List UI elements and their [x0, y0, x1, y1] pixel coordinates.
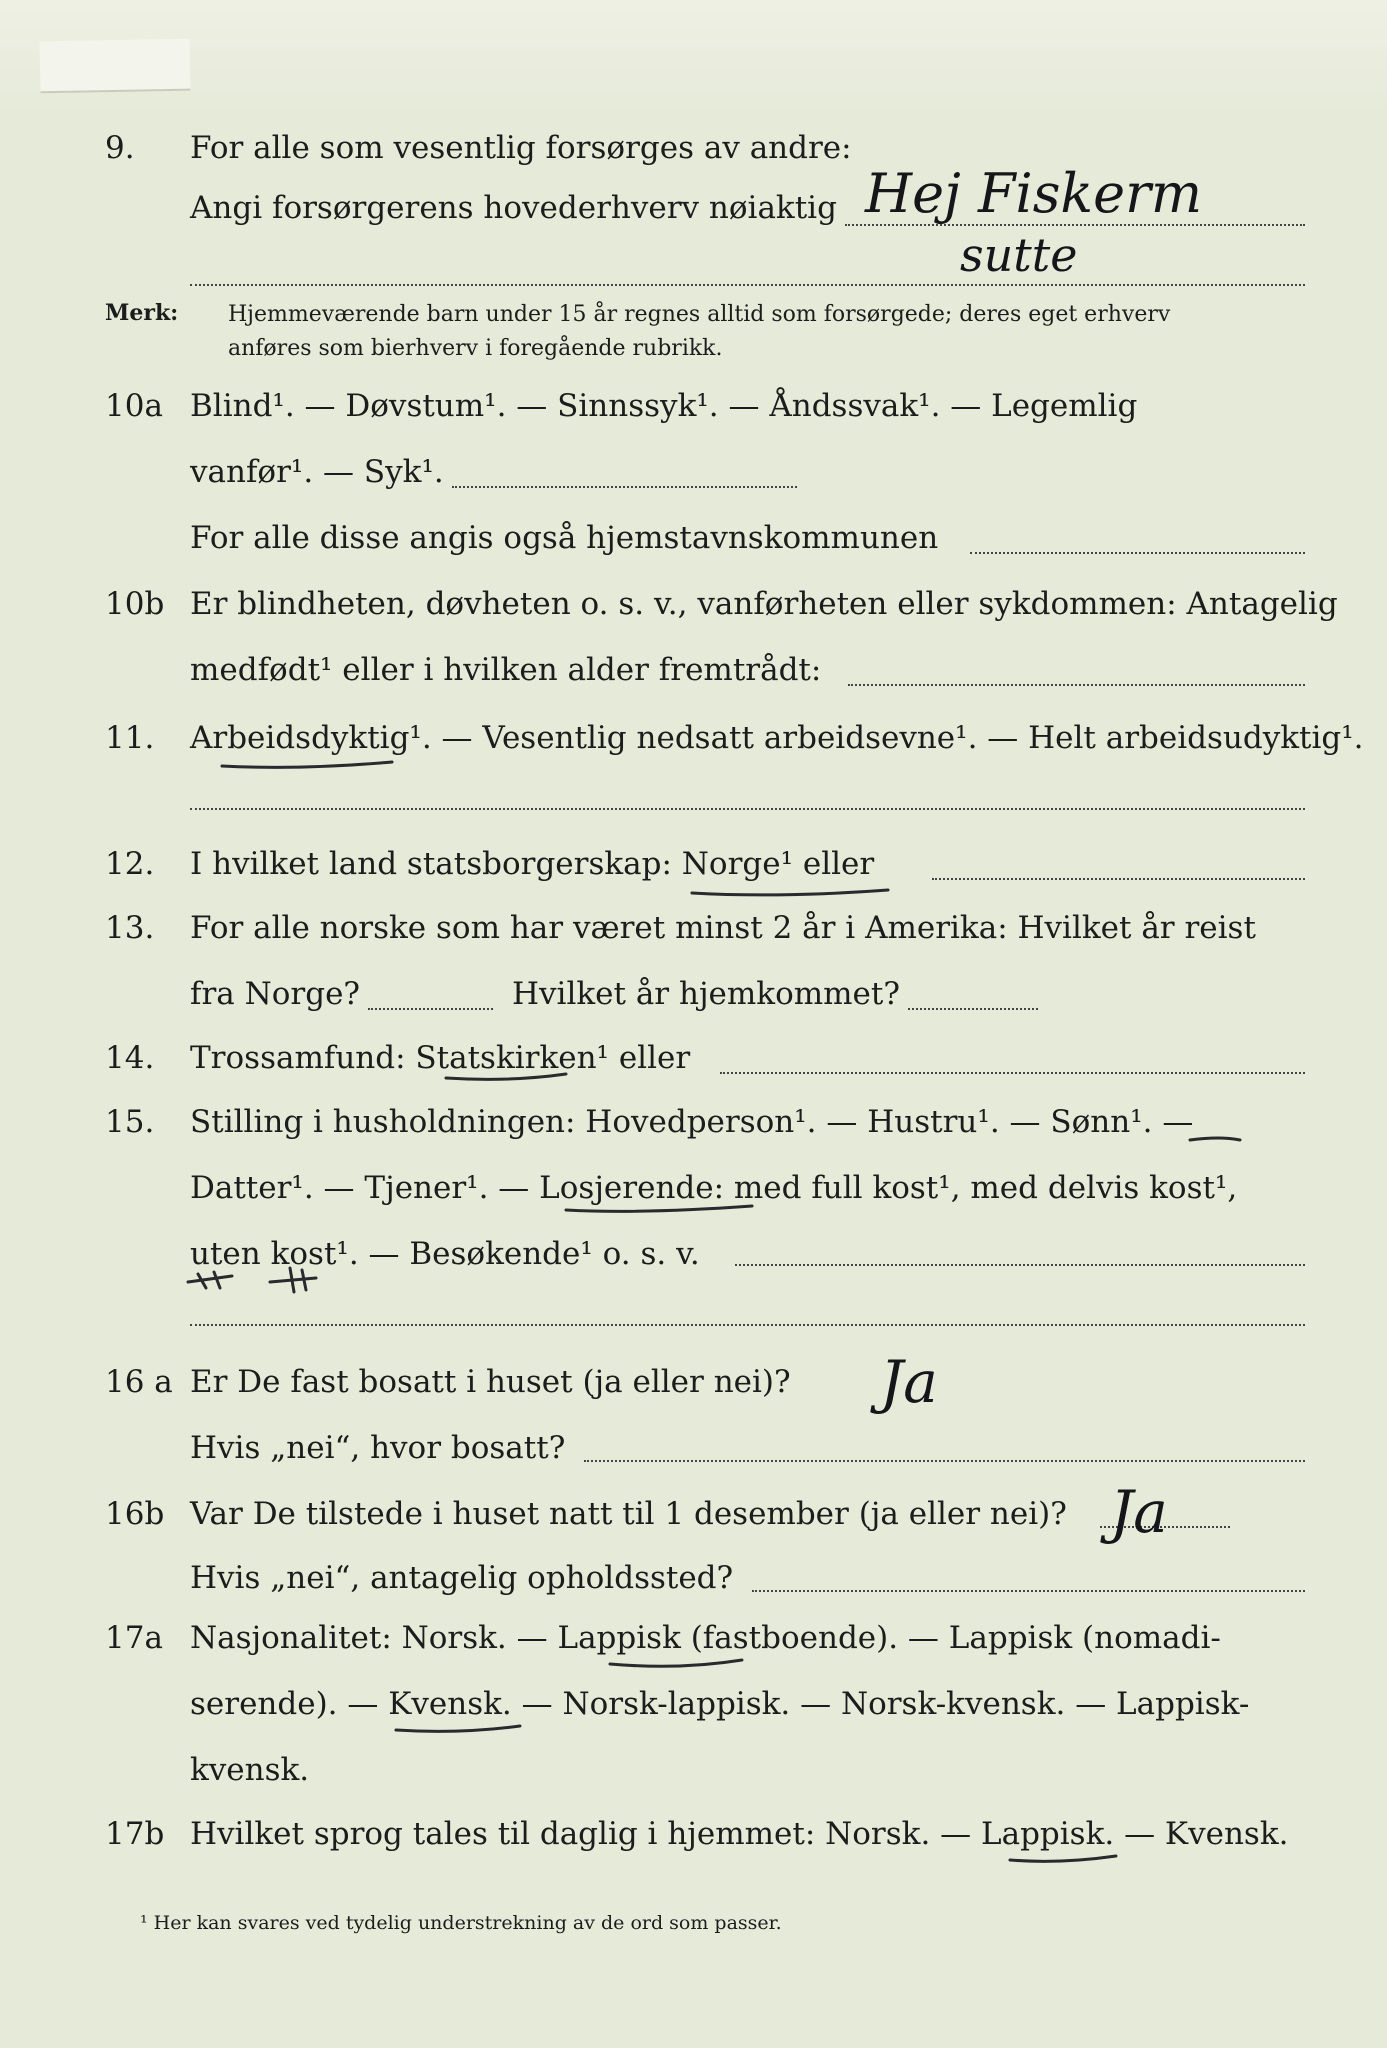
q15-text-3: uten kost¹. — Besøkende¹ o. s. v.	[190, 1236, 700, 1272]
q17a-text-1: Nasjonalitet: Norsk. — Lappisk (fastboende). — Lappisk (nomadi-	[190, 1620, 1221, 1656]
cross-kost	[270, 1268, 316, 1292]
q10a-number: 10a	[105, 388, 163, 424]
q10a-text-3: For alle disse angis også hjemstavnskommunen	[190, 520, 939, 556]
underline-sonn	[1190, 1138, 1240, 1140]
q10b-text-2: medfødt¹ eller i hvilken alder fremtrådt:	[190, 652, 822, 688]
q12-number: 12.	[105, 846, 155, 882]
underline-arbeidsdyktig	[222, 762, 392, 767]
q9-text-2: Angi forsørgerens hovederhverv nøiaktig	[190, 190, 837, 226]
underline-norge	[692, 890, 888, 895]
q17a-number: 17a	[105, 1620, 163, 1656]
q16a-number: 16 a	[105, 1364, 173, 1400]
cross-uten	[188, 1272, 232, 1288]
q12-text-1: I hvilket land statsborgerskap: Norge¹ eller	[190, 846, 875, 882]
q13-text-1: For alle norske som har været minst 2 år i Amerika: Hvilket år reist	[190, 910, 1256, 946]
q9-number: 9.	[105, 130, 135, 166]
q9-handwritten-answer-2: sutte	[960, 228, 1078, 282]
underline-kvensk	[396, 1726, 520, 1731]
q17a-text-2: serende). — Kvensk. — Norsk-lappisk. — Norsk-kvensk. — Lappisk-	[190, 1686, 1250, 1722]
merk-text-1: Hjemmeværende barn under 15 år regnes alltid som forsørgede; deres eget erhverv	[228, 302, 1171, 327]
q10b-text-1: Er blindheten, døvheten o. s. v., vanførheten eller sykdommen: Antagelig	[190, 586, 1338, 622]
q10b-number: 10b	[105, 586, 165, 622]
q17a-text-3: kvensk.	[190, 1752, 310, 1788]
q14-text-1: Trossamfund: Statskirken¹ eller	[190, 1040, 691, 1076]
q15-number: 15.	[105, 1104, 155, 1140]
q13-number: 13.	[105, 910, 155, 946]
q10a-text-1: Blind¹. — Døvstum¹. — Sinnssyk¹. — Åndssvak¹. — Legemlig	[190, 388, 1138, 424]
q16b-text-1: Var De tilstede i huset natt til 1 desember (ja eller nei)?	[190, 1496, 1067, 1532]
q15-text-2: Datter¹. — Tjener¹. — Losjerende: med full kost¹, med delvis kost¹,	[190, 1170, 1238, 1206]
q9-handwritten-answer-1: Hej Fiskerm	[865, 162, 1203, 225]
underline-losjerende	[566, 1206, 752, 1211]
merk-text-2: anføres som bierhverv i foregående rubrikk.	[228, 336, 723, 361]
q16b-handwritten-answer: Ja	[1110, 1478, 1168, 1546]
q10a-text-2: vanfør¹. — Syk¹.	[190, 454, 444, 490]
underline-lappisk	[610, 1660, 742, 1666]
q14-number: 14.	[105, 1040, 155, 1076]
merk-label: Merk:	[105, 300, 179, 326]
underline-lappisk-sprog	[1010, 1856, 1116, 1861]
q16b-text-2: Hvis „nei“, antagelig opholdssted?	[190, 1560, 734, 1596]
q17b-text-1: Hvilket sprog tales til daglig i hjemmet: Norsk. — Lappisk. — Kvensk.	[190, 1816, 1289, 1852]
q9-text-1: For alle som vesentlig forsørges av andre:	[190, 130, 852, 166]
q16b-number: 16b	[105, 1496, 165, 1532]
q13-text-2a: fra Norge?	[190, 976, 361, 1012]
q11-number: 11.	[105, 720, 155, 756]
q11-text-1: Arbeidsdyktig¹. — Vesentlig nedsatt arbeidsevne¹. — Helt arbeidsudyktig¹.	[190, 720, 1364, 756]
q16a-handwritten-answer: Ja	[880, 1348, 938, 1416]
footnote: ¹ Her kan svares ved tydelig understrekning av de ord som passer.	[140, 1912, 782, 1934]
q15-text-1: Stilling i husholdningen: Hovedperson¹. — Hustru¹. — Sønn¹. —	[190, 1104, 1194, 1140]
underline-statskirken	[446, 1074, 566, 1079]
q16a-text-2: Hvis „nei“, hvor bosatt?	[190, 1430, 566, 1466]
q17b-number: 17b	[105, 1816, 165, 1852]
q16a-text-1: Er De fast bosatt i huset (ja eller nei)?	[190, 1364, 791, 1400]
q13-text-2b: Hvilket år hjemkommet?	[512, 976, 900, 1012]
